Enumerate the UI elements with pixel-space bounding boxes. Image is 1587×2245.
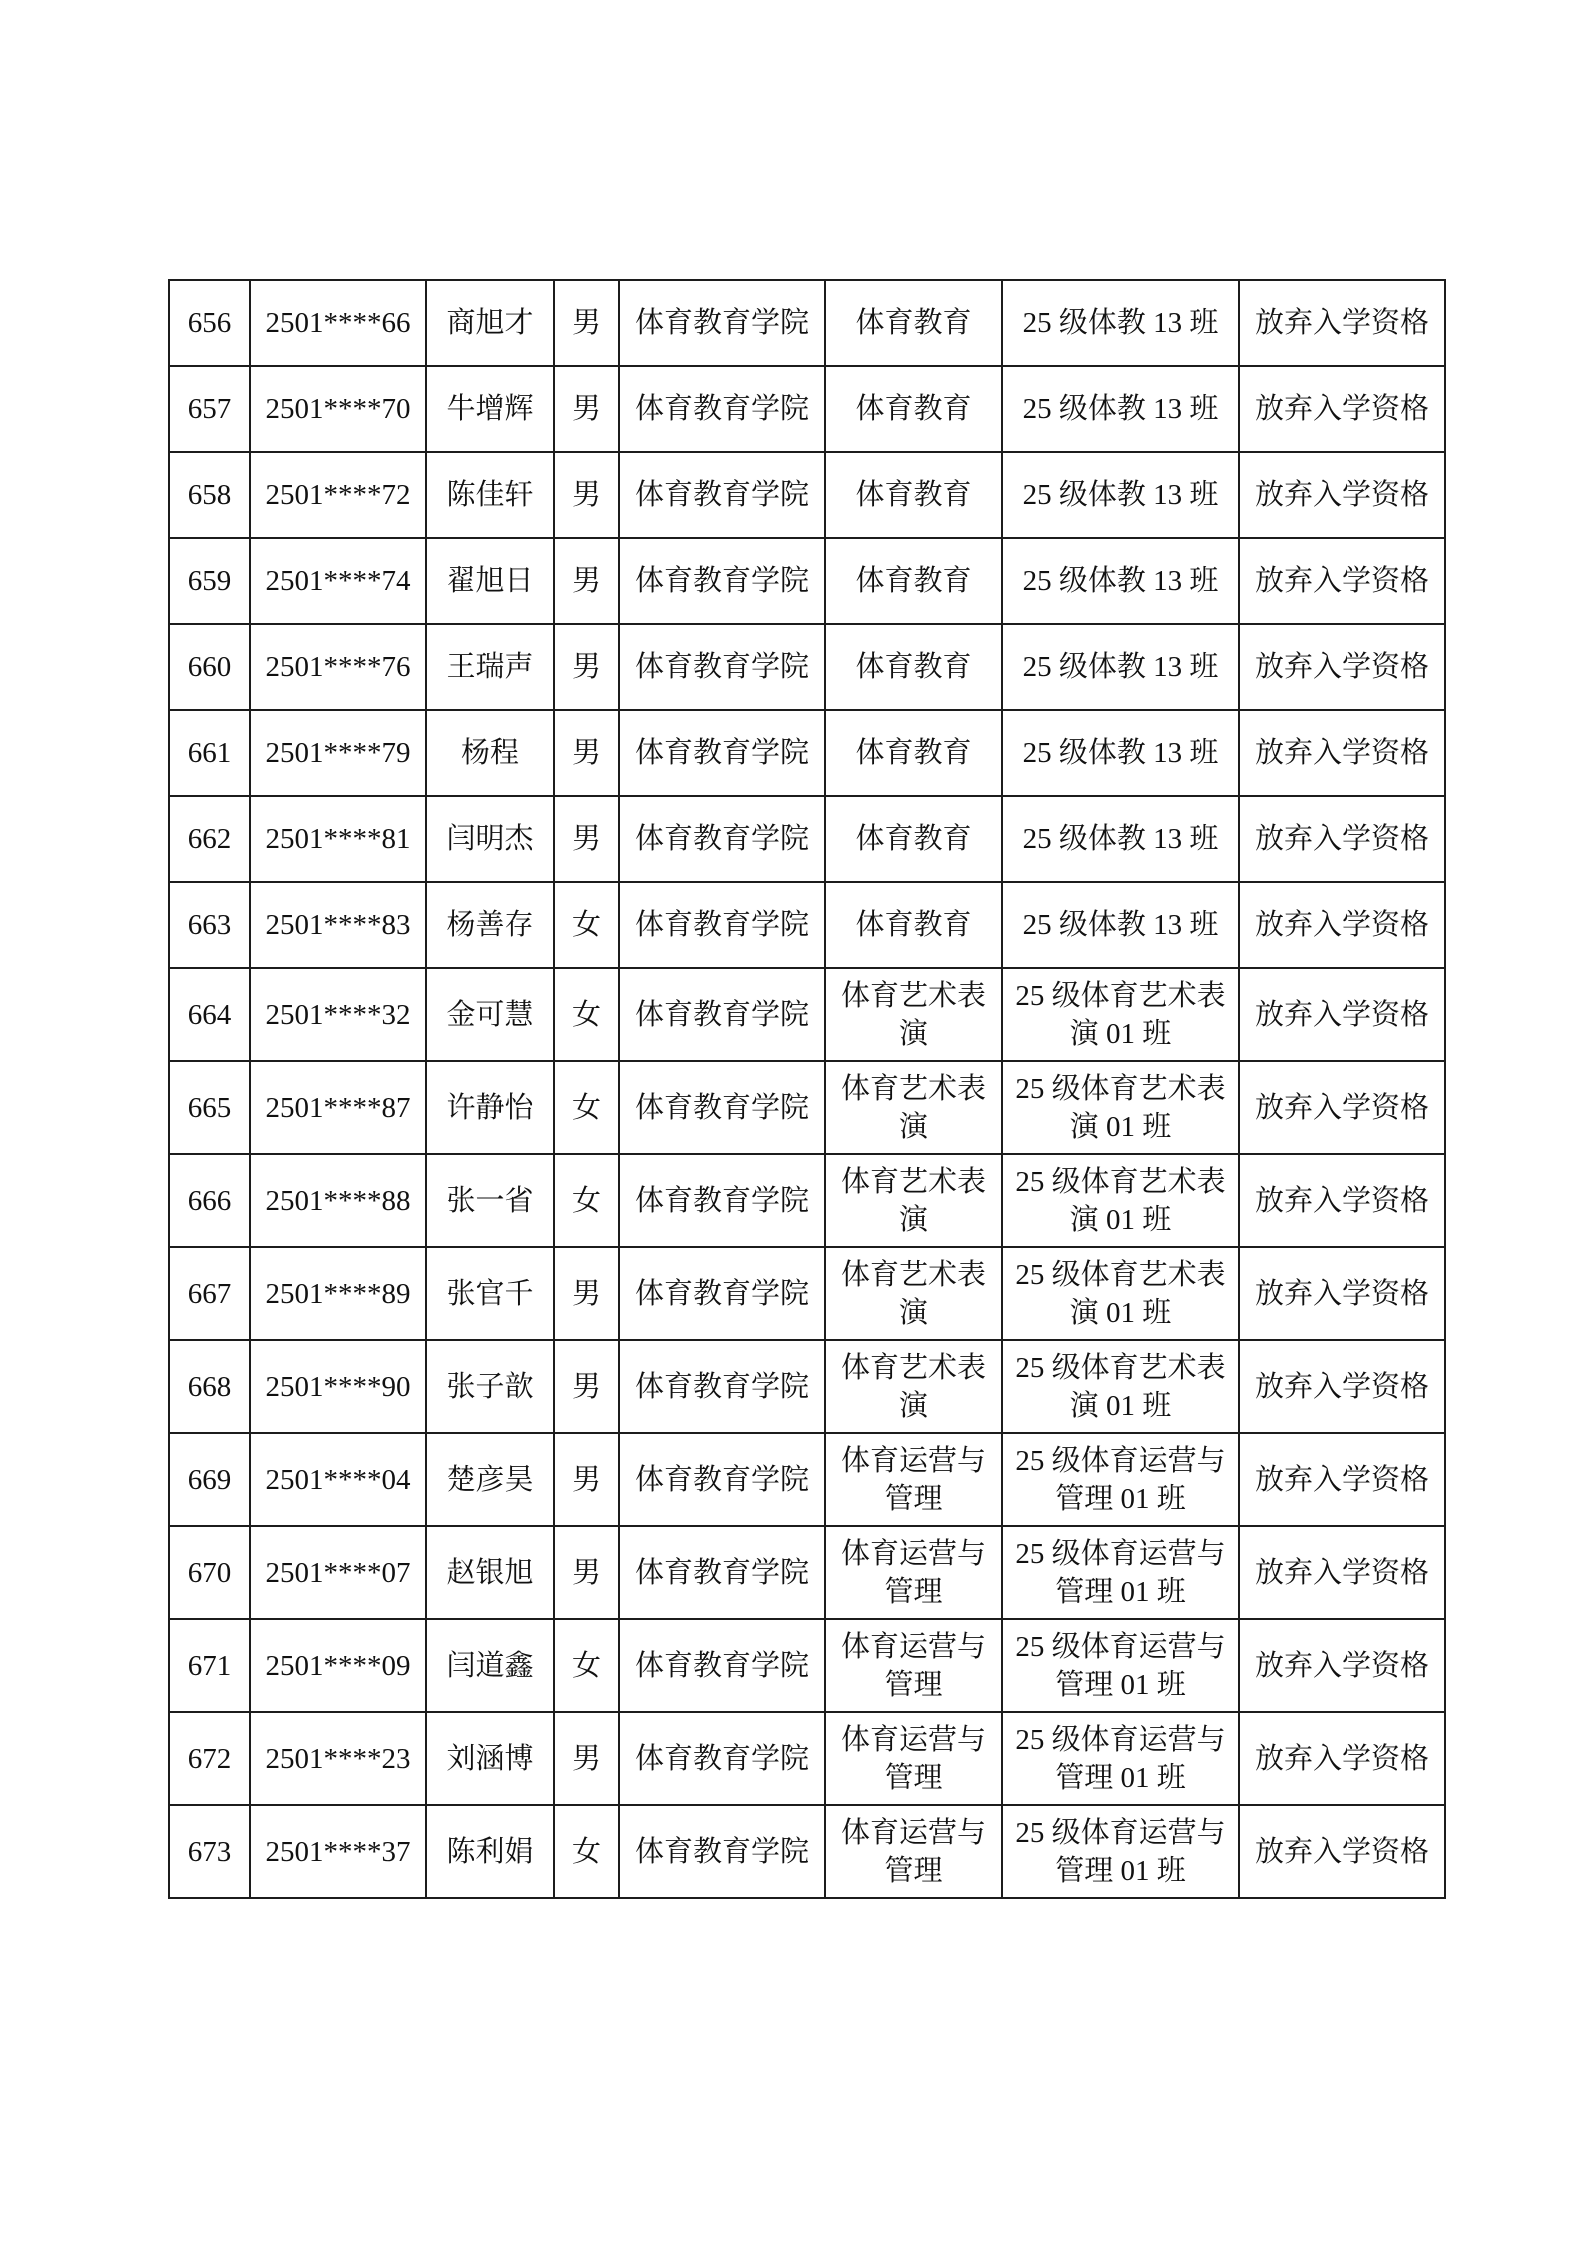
- cell-row-number: 657: [169, 366, 250, 452]
- cell-major: 体育教育: [825, 710, 1002, 796]
- cell-student-id: 2501****83: [250, 882, 426, 968]
- cell-status: 放弃入学资格: [1239, 538, 1445, 624]
- cell-gender: 男: [554, 1526, 619, 1619]
- cell-class: 25 级体育运营与管理 01 班: [1002, 1433, 1239, 1526]
- cell-status: 放弃入学资格: [1239, 1247, 1445, 1340]
- cell-status: 放弃入学资格: [1239, 624, 1445, 710]
- cell-class: 25 级体教 13 班: [1002, 452, 1239, 538]
- cell-student-id: 2501****66: [250, 280, 426, 366]
- cell-gender: 男: [554, 452, 619, 538]
- cell-name: 闫道鑫: [426, 1619, 554, 1712]
- student-table: [168, 279, 1446, 1899]
- cell-major: 体育艺术表演: [825, 1061, 1002, 1154]
- cell-class: 25 级体教 13 班: [1002, 710, 1239, 796]
- cell-class: 25 级体育运营与管理 01 班: [1002, 1712, 1239, 1805]
- cell-row-number: 665: [169, 1061, 250, 1154]
- cell-student-id: 2501****90: [250, 1340, 426, 1433]
- table-row: [169, 624, 1445, 710]
- cell-college: 体育教育学院: [619, 538, 825, 624]
- cell-college: 体育教育学院: [619, 366, 825, 452]
- cell-row-number: 673: [169, 1805, 250, 1898]
- cell-status: 放弃入学资格: [1239, 1712, 1445, 1805]
- cell-name: 赵银旭: [426, 1526, 554, 1619]
- table-row: [169, 366, 1445, 452]
- cell-gender: 男: [554, 366, 619, 452]
- cell-major: 体育艺术表演: [825, 1154, 1002, 1247]
- cell-major: 体育教育: [825, 538, 1002, 624]
- cell-major: 体育运营与管理: [825, 1805, 1002, 1898]
- cell-class: 25 级体教 13 班: [1002, 796, 1239, 882]
- table-row: [169, 1619, 1445, 1712]
- cell-class: 25 级体育艺术表演 01 班: [1002, 1061, 1239, 1154]
- cell-major: 体育运营与管理: [825, 1619, 1002, 1712]
- cell-major: 体育运营与管理: [825, 1526, 1002, 1619]
- cell-name: 刘涵博: [426, 1712, 554, 1805]
- cell-name: 张官千: [426, 1247, 554, 1340]
- cell-student-id: 2501****70: [250, 366, 426, 452]
- cell-status: 放弃入学资格: [1239, 1526, 1445, 1619]
- cell-class: 25 级体育运营与管理 01 班: [1002, 1805, 1239, 1898]
- cell-gender: 女: [554, 1619, 619, 1712]
- cell-name: 杨程: [426, 710, 554, 796]
- cell-gender: 男: [554, 1247, 619, 1340]
- cell-college: 体育教育学院: [619, 1247, 825, 1340]
- cell-gender: 女: [554, 1805, 619, 1898]
- cell-class: 25 级体教 13 班: [1002, 280, 1239, 366]
- cell-row-number: 667: [169, 1247, 250, 1340]
- cell-student-id: 2501****76: [250, 624, 426, 710]
- cell-row-number: 670: [169, 1526, 250, 1619]
- cell-major: 体育教育: [825, 366, 1002, 452]
- cell-college: 体育教育学院: [619, 1154, 825, 1247]
- cell-name: 陈佳轩: [426, 452, 554, 538]
- cell-college: 体育教育学院: [619, 1340, 825, 1433]
- cell-college: 体育教育学院: [619, 1712, 825, 1805]
- cell-status: 放弃入学资格: [1239, 796, 1445, 882]
- cell-status: 放弃入学资格: [1239, 280, 1445, 366]
- cell-major: 体育运营与管理: [825, 1433, 1002, 1526]
- cell-row-number: 659: [169, 538, 250, 624]
- cell-gender: 男: [554, 624, 619, 710]
- cell-status: 放弃入学资格: [1239, 1340, 1445, 1433]
- cell-student-id: 2501****74: [250, 538, 426, 624]
- cell-row-number: 672: [169, 1712, 250, 1805]
- cell-college: 体育教育学院: [619, 968, 825, 1061]
- cell-college: 体育教育学院: [619, 1433, 825, 1526]
- cell-status: 放弃入学资格: [1239, 1061, 1445, 1154]
- cell-name: 商旭才: [426, 280, 554, 366]
- cell-student-id: 2501****89: [250, 1247, 426, 1340]
- cell-major: 体育教育: [825, 882, 1002, 968]
- table-row: [169, 1154, 1445, 1247]
- cell-class: 25 级体育艺术表演 01 班: [1002, 1154, 1239, 1247]
- cell-student-id: 2501****88: [250, 1154, 426, 1247]
- cell-class: 25 级体育运营与管理 01 班: [1002, 1526, 1239, 1619]
- table-row: [169, 1061, 1445, 1154]
- cell-college: 体育教育学院: [619, 710, 825, 796]
- cell-student-id: 2501****81: [250, 796, 426, 882]
- table-row: [169, 882, 1445, 968]
- cell-major: 体育艺术表演: [825, 1340, 1002, 1433]
- cell-status: 放弃入学资格: [1239, 1154, 1445, 1247]
- cell-major: 体育教育: [825, 452, 1002, 538]
- cell-student-id: 2501****23: [250, 1712, 426, 1805]
- cell-row-number: 662: [169, 796, 250, 882]
- table-row: [169, 538, 1445, 624]
- cell-gender: 女: [554, 968, 619, 1061]
- table-row: [169, 452, 1445, 538]
- cell-gender: 男: [554, 1340, 619, 1433]
- table-row: [169, 796, 1445, 882]
- cell-college: 体育教育学院: [619, 796, 825, 882]
- cell-class: 25 级体育艺术表演 01 班: [1002, 1247, 1239, 1340]
- cell-status: 放弃入学资格: [1239, 710, 1445, 796]
- cell-name: 杨善存: [426, 882, 554, 968]
- cell-college: 体育教育学院: [619, 1526, 825, 1619]
- cell-name: 张一省: [426, 1154, 554, 1247]
- cell-student-id: 2501****37: [250, 1805, 426, 1898]
- cell-student-id: 2501****32: [250, 968, 426, 1061]
- cell-name: 金可慧: [426, 968, 554, 1061]
- cell-status: 放弃入学资格: [1239, 452, 1445, 538]
- cell-student-id: 2501****07: [250, 1526, 426, 1619]
- cell-status: 放弃入学资格: [1239, 968, 1445, 1061]
- cell-college: 体育教育学院: [619, 882, 825, 968]
- cell-name: 楚彦昊: [426, 1433, 554, 1526]
- cell-row-number: 669: [169, 1433, 250, 1526]
- cell-name: 王瑞声: [426, 624, 554, 710]
- cell-major: 体育教育: [825, 796, 1002, 882]
- table-row: [169, 968, 1445, 1061]
- cell-student-id: 2501****72: [250, 452, 426, 538]
- cell-row-number: 656: [169, 280, 250, 366]
- cell-college: 体育教育学院: [619, 280, 825, 366]
- cell-college: 体育教育学院: [619, 1619, 825, 1712]
- cell-row-number: 666: [169, 1154, 250, 1247]
- cell-student-id: 2501****04: [250, 1433, 426, 1526]
- cell-college: 体育教育学院: [619, 452, 825, 538]
- cell-gender: 女: [554, 1061, 619, 1154]
- cell-gender: 男: [554, 538, 619, 624]
- cell-major: 体育艺术表演: [825, 968, 1002, 1061]
- cell-name: 张子歆: [426, 1340, 554, 1433]
- cell-row-number: 660: [169, 624, 250, 710]
- table-row: [169, 1805, 1445, 1898]
- cell-row-number: 658: [169, 452, 250, 538]
- cell-row-number: 668: [169, 1340, 250, 1433]
- cell-college: 体育教育学院: [619, 1805, 825, 1898]
- cell-status: 放弃入学资格: [1239, 366, 1445, 452]
- cell-student-id: 2501****79: [250, 710, 426, 796]
- cell-row-number: 664: [169, 968, 250, 1061]
- cell-status: 放弃入学资格: [1239, 1433, 1445, 1526]
- cell-major: 体育运营与管理: [825, 1712, 1002, 1805]
- cell-class: 25 级体育艺术表演 01 班: [1002, 1340, 1239, 1433]
- cell-class: 25 级体教 13 班: [1002, 538, 1239, 624]
- cell-major: 体育艺术表演: [825, 1247, 1002, 1340]
- cell-college: 体育教育学院: [619, 1061, 825, 1154]
- cell-row-number: 663: [169, 882, 250, 968]
- cell-gender: 男: [554, 710, 619, 796]
- cell-gender: 男: [554, 1712, 619, 1805]
- table-row: [169, 1247, 1445, 1340]
- table-row: [169, 1433, 1445, 1526]
- cell-gender: 男: [554, 1433, 619, 1526]
- cell-college: 体育教育学院: [619, 624, 825, 710]
- cell-student-id: 2501****09: [250, 1619, 426, 1712]
- cell-row-number: 671: [169, 1619, 250, 1712]
- cell-status: 放弃入学资格: [1239, 1805, 1445, 1898]
- student-table-container: [168, 279, 1444, 1899]
- table-row: [169, 710, 1445, 796]
- table-row: [169, 280, 1445, 366]
- cell-class: 25 级体育运营与管理 01 班: [1002, 1619, 1239, 1712]
- table-row: [169, 1712, 1445, 1805]
- cell-class: 25 级体教 13 班: [1002, 366, 1239, 452]
- cell-major: 体育教育: [825, 280, 1002, 366]
- cell-name: 陈利娟: [426, 1805, 554, 1898]
- cell-gender: 男: [554, 796, 619, 882]
- cell-status: 放弃入学资格: [1239, 1619, 1445, 1712]
- cell-name: 牛增辉: [426, 366, 554, 452]
- cell-name: 翟旭日: [426, 538, 554, 624]
- cell-gender: 女: [554, 1154, 619, 1247]
- cell-name: 许静怡: [426, 1061, 554, 1154]
- cell-row-number: 661: [169, 710, 250, 796]
- table-row: [169, 1526, 1445, 1619]
- cell-gender: 女: [554, 882, 619, 968]
- cell-student-id: 2501****87: [250, 1061, 426, 1154]
- cell-gender: 男: [554, 280, 619, 366]
- cell-major: 体育教育: [825, 624, 1002, 710]
- cell-status: 放弃入学资格: [1239, 882, 1445, 968]
- cell-name: 闫明杰: [426, 796, 554, 882]
- cell-class: 25 级体育艺术表演 01 班: [1002, 968, 1239, 1061]
- cell-class: 25 级体教 13 班: [1002, 624, 1239, 710]
- table-row: [169, 1340, 1445, 1433]
- cell-class: 25 级体教 13 班: [1002, 882, 1239, 968]
